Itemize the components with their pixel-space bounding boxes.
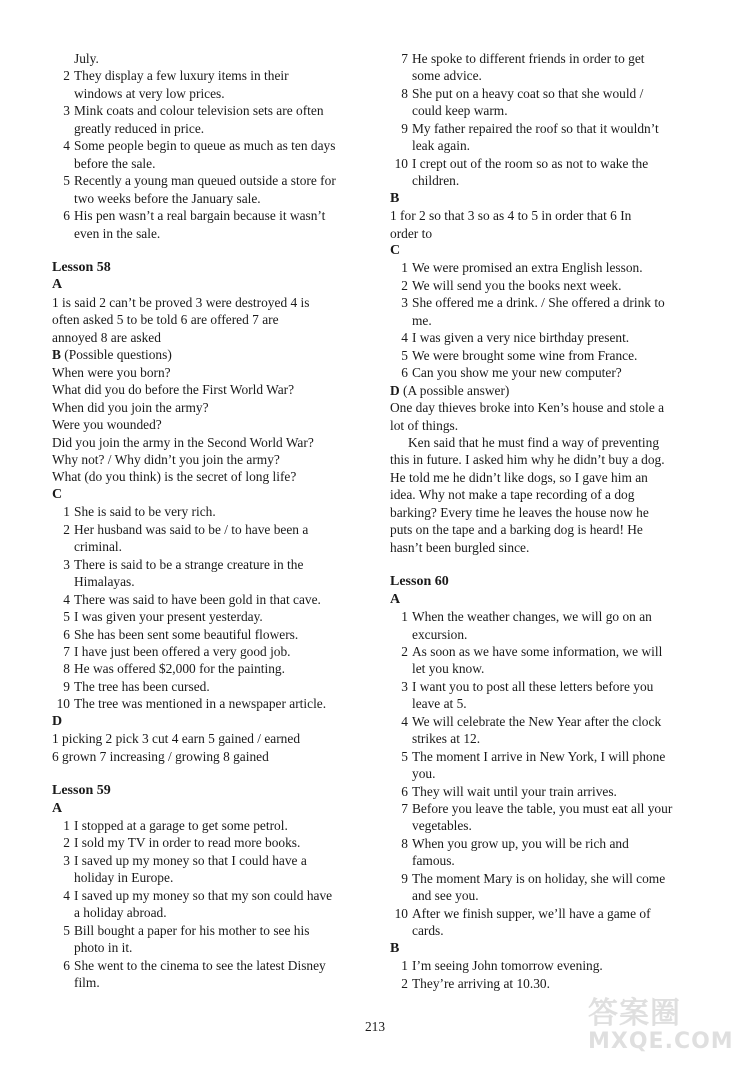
- question-line: Did you join the army in the Second World War?: [52, 434, 314, 450]
- answer-item: 2 As soon as we have some information, we will: [401, 643, 663, 659]
- answer-item: 1 I stopped at a garage to get some petrol.: [63, 818, 288, 834]
- text-line: holiday in Europe.: [74, 870, 174, 886]
- answer-item: 3 There is said to be a strange creature in the: [63, 556, 304, 572]
- answer-item: 6 She has been sent some beautiful flowers.: [63, 626, 299, 642]
- answer-item: 8 She put on a heavy coat so that she would /: [401, 85, 644, 101]
- lesson-58-title: Lesson 58: [52, 259, 111, 275]
- answer-item: 5 We were brought some wine from France.: [401, 347, 638, 363]
- text-line: 1 for 2 so that 3 so as 4 to 5 in order that 6 In: [390, 208, 632, 224]
- text-line: cards.: [412, 923, 444, 939]
- answer-item: 6 His pen wasn’t a real bargain because it wasn’t: [63, 208, 326, 224]
- text-line: One day thieves broke into Ken’s house and stole a: [390, 400, 665, 416]
- answer-item: 1 I’m seeing John tomorrow evening.: [401, 958, 603, 974]
- question-line: Why not? / Why didn’t you join the army?: [52, 451, 280, 467]
- answer-item: 2 We will send you the books next week.: [401, 277, 622, 293]
- answer-item: 1 She is said to be very rich.: [63, 504, 216, 520]
- answer-item: 4 I saved up my money so that my son could have: [63, 887, 333, 903]
- text-line: Himalayas.: [74, 574, 135, 590]
- text-line: order to: [390, 225, 433, 241]
- text-line: barking? Every time he leaves the house now he: [390, 504, 649, 520]
- section-c-heading: C: [52, 486, 63, 502]
- text-line: greatly reduced in price.: [74, 120, 205, 136]
- text-line: July.: [74, 51, 99, 66]
- text-line: idea. Why not make a tape recording of a dog: [390, 487, 635, 503]
- answer-item: 10 After we finish supper, we’ll have a game of: [394, 905, 651, 921]
- answer-item: 5 Recently a young man queued outside a store for: [63, 173, 336, 189]
- answer-item: 7 Before you leave the table, you must eat all your: [401, 801, 673, 817]
- text-line: two weeks before the January sale.: [74, 190, 261, 206]
- text-line: 1 picking 2 pick 3 cut 4 earn 5 gained / earned: [52, 731, 301, 747]
- text-line: before the sale.: [74, 155, 156, 171]
- answer-item: 8 He was offered $2,000 for the painting.: [63, 661, 285, 677]
- text-line: Ken said that he must find a way of preventing: [408, 434, 660, 450]
- answer-item: 3 I want you to post all these letters before you: [401, 678, 654, 694]
- question-line: When were you born?: [52, 364, 171, 380]
- text-line: a holiday abroad.: [74, 905, 167, 921]
- question-line: What (do you think) is the secret of long life?: [52, 469, 297, 485]
- section-b-heading: B: [390, 190, 400, 206]
- section-a-heading: A: [52, 277, 63, 293]
- text-line: hasn’t been burgled since.: [390, 539, 530, 555]
- text-line: could keep warm.: [412, 103, 508, 119]
- text-line: let you know.: [412, 661, 485, 677]
- answer-item: 4 There was said to have been gold in that cave.: [63, 591, 321, 607]
- answer-item: 10 The tree was mentioned in a newspaper article.: [56, 696, 327, 712]
- text-line: strikes at 12.: [412, 731, 481, 747]
- answer-item: 1 When the weather changes, we will go on an: [401, 609, 652, 625]
- watermark-logo: [588, 998, 738, 1060]
- answer-item: 10 I crept out of the room so as not to wake the: [394, 155, 649, 171]
- text-line: you.: [412, 766, 436, 782]
- answer-item: 7 I have just been offered a very good job.: [63, 643, 291, 659]
- answer-item: 2 They’re arriving at 10.30.: [401, 975, 550, 991]
- text-line: this in future. I asked him why he didn’t buy a dog.: [390, 452, 665, 468]
- section-a-heading: A: [390, 591, 401, 607]
- answer-item: 9 The moment Mary is on holiday, she will come: [401, 870, 666, 886]
- answer-item: 2 They display a few luxury items in their: [63, 68, 289, 84]
- lesson-60-title: Lesson 60: [390, 574, 449, 590]
- lesson-59-title: Lesson 59: [52, 783, 111, 799]
- question-line: Were you wounded?: [52, 417, 162, 433]
- right-column: [390, 50, 706, 992]
- watermark-text-bottom: MXQE.COM: [588, 1029, 734, 1054]
- answer-item: 6 They will wait until your train arrives.: [401, 783, 617, 799]
- text-line: often asked 5 to be told 6 are offered 7 are: [52, 312, 279, 328]
- text-line: and see you.: [412, 888, 479, 904]
- section-b-heading: B (Possible questions): [52, 347, 172, 363]
- text-line: 1 is said 2 can’t be proved 3 were destroyed 4 is: [52, 294, 310, 310]
- answer-item: 1 We were promised an extra English lesson.: [401, 260, 643, 276]
- answer-item: 2 Her husband was said to be / to have been a: [63, 521, 309, 537]
- text-line: even in the sale.: [74, 225, 161, 241]
- section-d-heading: D: [52, 713, 63, 729]
- answer-item: 2 I sold my TV in order to read more books.: [63, 835, 301, 851]
- text-line: 6 grown 7 increasing / growing 8 gained: [52, 748, 269, 764]
- text-line: vegetables.: [412, 818, 472, 834]
- answer-item: 3 Mink coats and colour television sets are often: [63, 103, 324, 119]
- answer-item: 9 My father repaired the roof so that it wouldn’t: [401, 120, 659, 136]
- answer-item: 4 I was given a very nice birthday present.: [401, 330, 630, 346]
- answer-item: 5 Bill bought a paper for his mother to see his: [63, 922, 310, 938]
- section-d-heading: D (A possible answer): [390, 382, 510, 398]
- text-line: criminal.: [74, 539, 122, 555]
- answer-item: 3 I saved up my money so that I could have a: [63, 852, 307, 868]
- text-line: children.: [412, 173, 460, 189]
- answer-item: 9 The tree has been cursed.: [63, 678, 210, 694]
- section-b-heading: B: [390, 940, 400, 956]
- text-line: film.: [74, 975, 100, 991]
- section-a-heading: A: [52, 800, 63, 816]
- answer-item: 3 She offered me a drink. / She offered a drink to: [401, 295, 665, 311]
- text-line: lot of things.: [390, 417, 459, 433]
- text-line: excursion.: [412, 626, 468, 642]
- left-column: [52, 50, 370, 992]
- answer-item: 6 She went to the cinema to see the latest Disney: [63, 957, 326, 973]
- text-line: some advice.: [412, 68, 482, 84]
- section-c-heading: C: [390, 242, 401, 258]
- question-line: What did you do before the First World War?: [52, 382, 295, 398]
- text-line: leak again.: [412, 138, 470, 154]
- text-line: me.: [412, 312, 432, 328]
- page-number: 213: [364, 1019, 386, 1034]
- answer-item: 8 When you grow up, you will be rich and: [401, 835, 629, 851]
- question-line: When did you join the army?: [52, 399, 209, 415]
- watermark-text-top: 答案圈: [588, 996, 681, 1031]
- text-line: annoyed 8 are asked: [52, 329, 161, 345]
- text-line: puts on the tape and a barking dog is heard! He: [390, 522, 643, 538]
- text-line: famous.: [412, 853, 455, 869]
- answer-item: 6 Can you show me your new computer?: [401, 365, 622, 381]
- text-line: photo in it.: [74, 940, 133, 956]
- text-line: He told me he didn’t like dogs, so I gave him an: [390, 469, 648, 485]
- answer-item: 7 He spoke to different friends in order to get: [401, 51, 645, 66]
- answer-item: 4 Some people begin to queue as much as ten days: [63, 138, 336, 154]
- text-line: leave at 5.: [412, 696, 467, 712]
- text-line: windows at very low prices.: [74, 85, 225, 101]
- answer-item: 5 I was given your present yesterday.: [63, 609, 263, 625]
- answer-item: 4 We will celebrate the New Year after the clock: [401, 713, 662, 729]
- answer-item: 5 The moment I arrive in New York, I will phone: [401, 748, 666, 764]
